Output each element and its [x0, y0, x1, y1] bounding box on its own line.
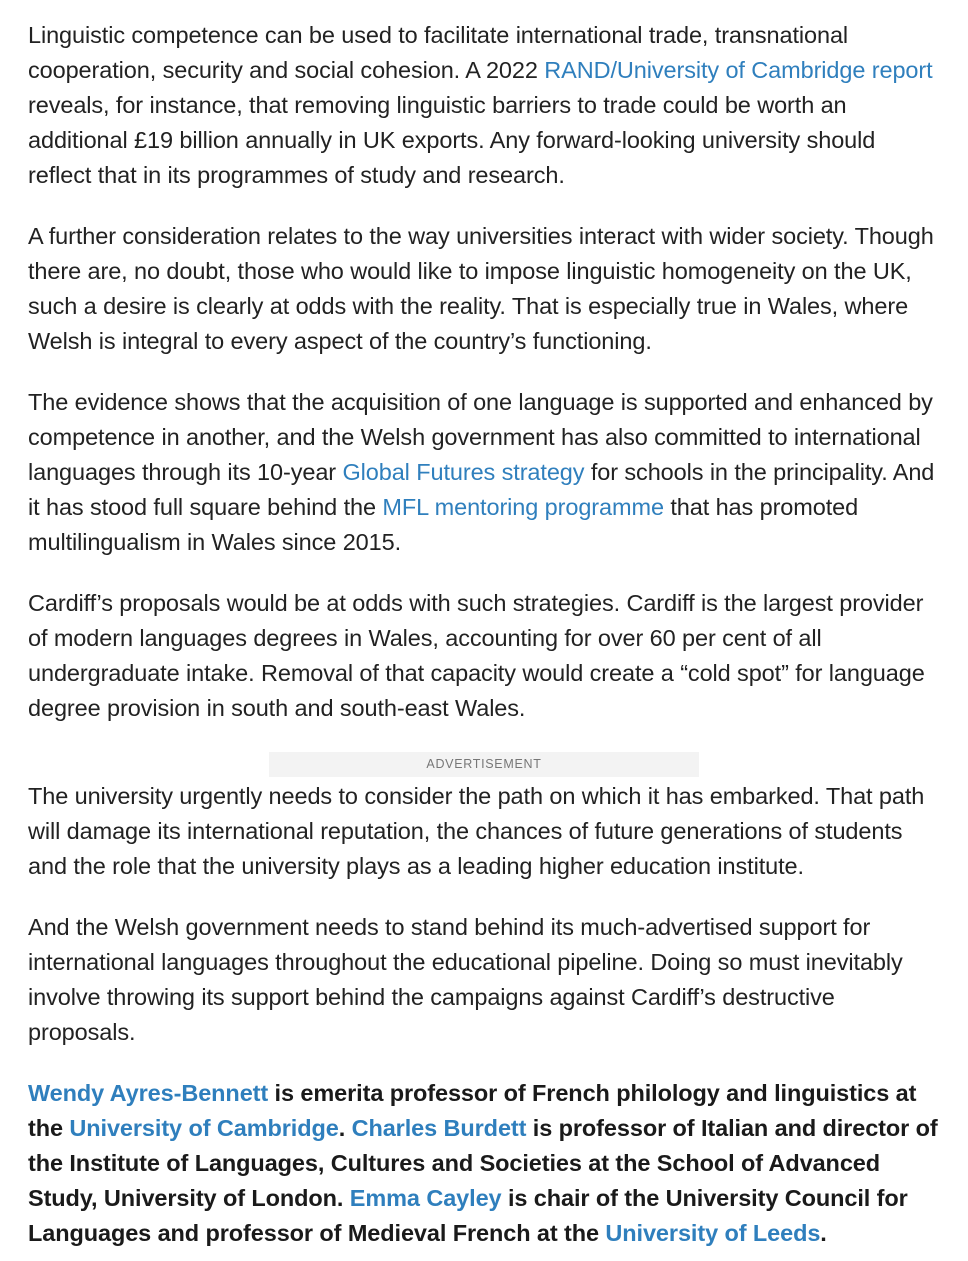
- article-link[interactable]: Global Futures strategy: [342, 459, 585, 485]
- article-text-run: is professor of Italian and director of the Institute of Languages, Cultures and Societies at the School of Advanced Study, University of London.: [28, 1115, 938, 1211]
- article-paragraph-3: [28, 385, 940, 560]
- article-text-run: is emerita professor of French philology and linguistics at the: [28, 1080, 917, 1141]
- article-text-run: The evidence shows that the acquisition of one language is supported and enhanced by competence in another, and the Welsh government has also committed to international languages through its 10-year: [28, 389, 933, 485]
- advertisement-label: ADVERTISEMENT: [269, 752, 699, 777]
- article-link[interactable]: Wendy Ayres-Bennett: [28, 1080, 269, 1106]
- article-link[interactable]: University of Leeds: [605, 1220, 821, 1246]
- article-text-run: .: [820, 1220, 827, 1246]
- article-paragraph-6: [28, 910, 940, 1050]
- article-text-run: for schools in the principality. And it has stood full square behind the: [28, 459, 935, 520]
- article-link[interactable]: RAND/University of Cambridge report: [544, 57, 933, 83]
- article-paragraph-2: [28, 219, 940, 359]
- article-paragraph-5: [28, 779, 940, 884]
- article-text-run: reveals, for instance, that removing linguistic barriers to trade could be worth an additional £19 billion annually in UK exports. Any forward-looking university should reflect that in its programmes of study and research.: [28, 92, 876, 188]
- article-link[interactable]: Emma Cayley: [349, 1185, 502, 1211]
- article-text-run: Cardiff’s proposals would be at odds with such strategies. Cardiff is the largest provider of modern languages degrees in Wales, accounting for over 60 per cent of all undergraduate intake. Removal of that capacity would create a “cold spot” for language degree provision in south and south-east Wales.: [28, 590, 925, 721]
- article-text-run: is chair of the University Council for Languages and professor of Medieval French at the: [28, 1185, 908, 1246]
- article-text-run: The university urgently needs to consider the path on which it has embarked. That path will damage its international reputation, the chances of future generations of students and the role that the university plays as a leading higher education institute.: [28, 783, 925, 879]
- article-link[interactable]: Charles Burdett: [351, 1115, 527, 1141]
- article-paragraph-4: [28, 586, 940, 726]
- article-link[interactable]: University of Cambridge: [69, 1115, 339, 1141]
- advertisement-slot: [28, 752, 940, 777]
- article-text-run: that has promoted multilingualism in Wales since 2015.: [28, 494, 859, 555]
- article-text-run: And the Welsh government needs to stand behind its much-advertised support for international languages throughout the educational pipeline. Doing so must inevitably involve throwing its support behind the campaigns against Cardiff’s destructive proposals.: [28, 914, 903, 1045]
- article-text-run: .: [338, 1115, 352, 1141]
- article-text-run: A further consideration relates to the way universities interact with wider society. Though there are, no doubt, those who would like to impose linguistic homogeneity on the UK, such a desire is clearly at odds with the reality. That is especially true in Wales, where Welsh is integral to every aspect of the country’s functioning.: [28, 223, 934, 354]
- article-text-run: Linguistic competence can be used to facilitate international trade, transnational cooperation, security and social cohesion. A 2022: [28, 22, 849, 83]
- article-byline: [28, 1076, 940, 1251]
- article-paragraph-1: [28, 18, 940, 193]
- article-link[interactable]: MFL mentoring programme: [382, 494, 664, 520]
